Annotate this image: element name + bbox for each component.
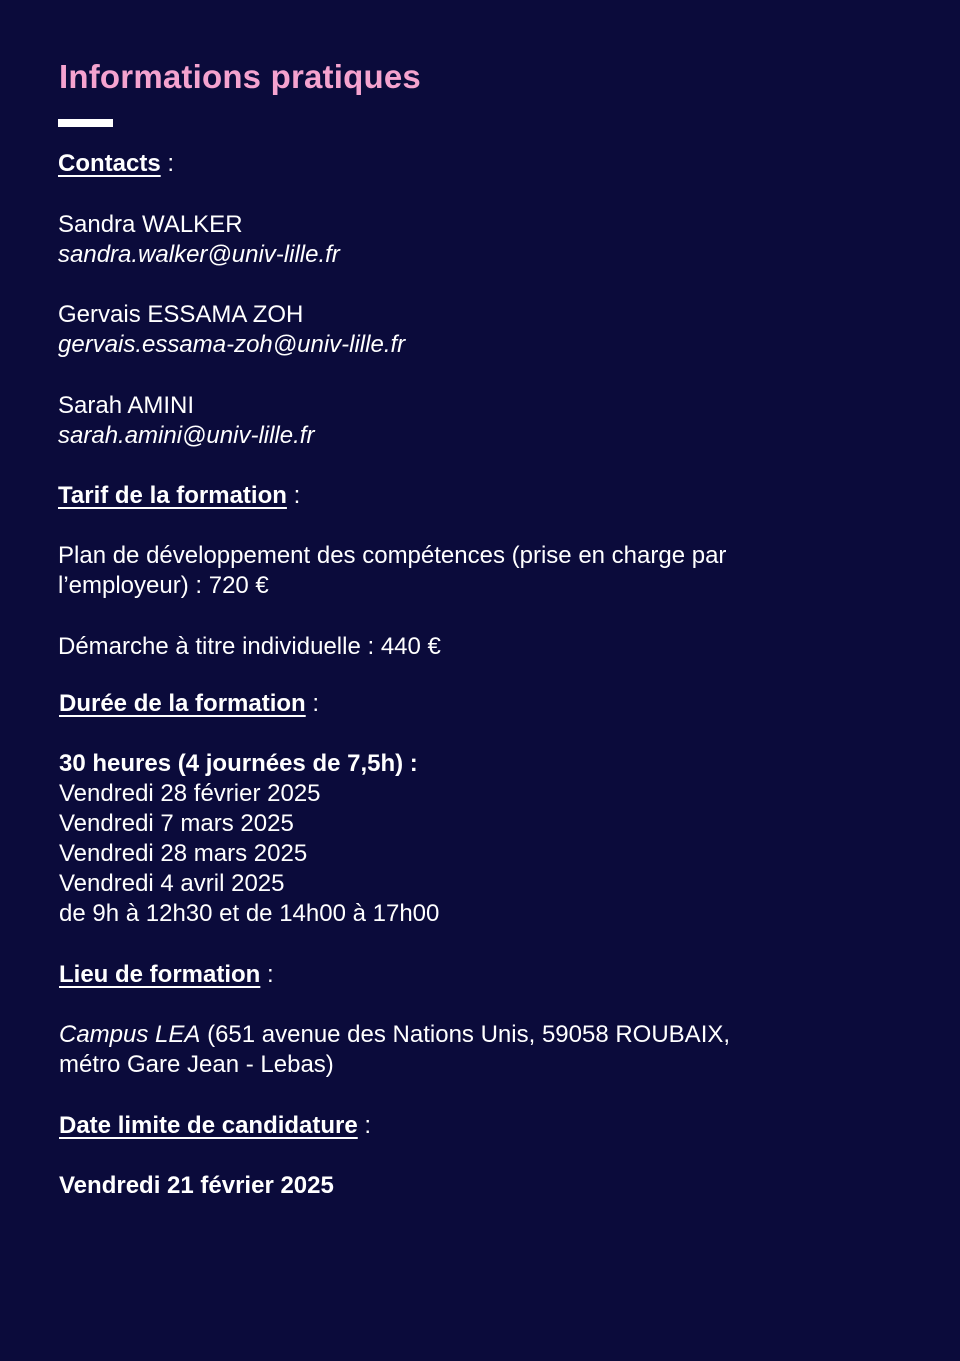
contacts-heading-label: Contacts: [58, 150, 161, 177]
duree-heading: [59, 689, 319, 719]
tarif-line-2: l’employeur) : 720 €: [58, 572, 269, 599]
duree-date-4: Vendredi 4 avril 2025: [59, 870, 285, 897]
contact-name-1: Sandra WALKER: [58, 211, 243, 238]
date-limite-value: Vendredi 21 février 2025: [59, 1172, 334, 1199]
tarif-heading: [58, 481, 300, 511]
contacts-heading: [58, 149, 174, 179]
duree-summary: 30 heures (4 journées de 7,5h) :: [59, 750, 418, 777]
lieu-address: (651 avenue des Nations Unis, 59058 ROUBAIX,: [200, 1021, 731, 1048]
tarif-heading-suffix: :: [286, 482, 301, 509]
duree-date-1: Vendredi 28 février 2025: [59, 780, 321, 807]
lieu-address-line-1: [59, 1020, 730, 1050]
lieu-heading-label: Lieu de formation: [59, 961, 261, 988]
contact-name-2: Gervais ESSAMA ZOH: [58, 301, 304, 328]
lieu-address-line-2: métro Gare Jean - Lebas): [59, 1051, 334, 1078]
date-limite-heading: [59, 1111, 371, 1141]
page-title: Informations pratiques: [59, 58, 421, 95]
contact-email-1[interactable]: sandra.walker@univ-lille.fr: [58, 241, 340, 268]
contacts-heading-suffix: :: [160, 150, 175, 177]
tarif-heading-label: Tarif de la formation: [58, 482, 287, 509]
contact-email-3[interactable]: sarah.amini@univ-lille.fr: [58, 422, 315, 449]
date-limite-heading-label: Date limite de candidature: [59, 1112, 358, 1139]
duree-heading-suffix: :: [305, 690, 320, 717]
tarif-line-3: Démarche à titre individuelle : 440 €: [58, 633, 441, 660]
contact-email-2[interactable]: gervais.essama-zoh@univ-lille.fr: [58, 331, 406, 358]
title-divider: [58, 119, 113, 127]
lieu-heading-suffix: :: [260, 961, 274, 988]
duree-hours: de 9h à 12h30 et de 14h00 à 17h00: [59, 900, 440, 927]
lieu-campus: Campus LEA: [59, 1021, 201, 1048]
duree-date-3: Vendredi 28 mars 2025: [59, 840, 308, 867]
date-limite-heading-suffix: :: [357, 1112, 372, 1139]
duree-heading-label: Durée de la formation: [59, 690, 306, 717]
tarif-line-1: Plan de développement des compétences (prise en charge par: [58, 542, 727, 569]
lieu-heading: [59, 960, 274, 990]
duree-date-2: Vendredi 7 mars 2025: [59, 810, 294, 837]
contact-name-3: Sarah AMINI: [58, 392, 195, 419]
